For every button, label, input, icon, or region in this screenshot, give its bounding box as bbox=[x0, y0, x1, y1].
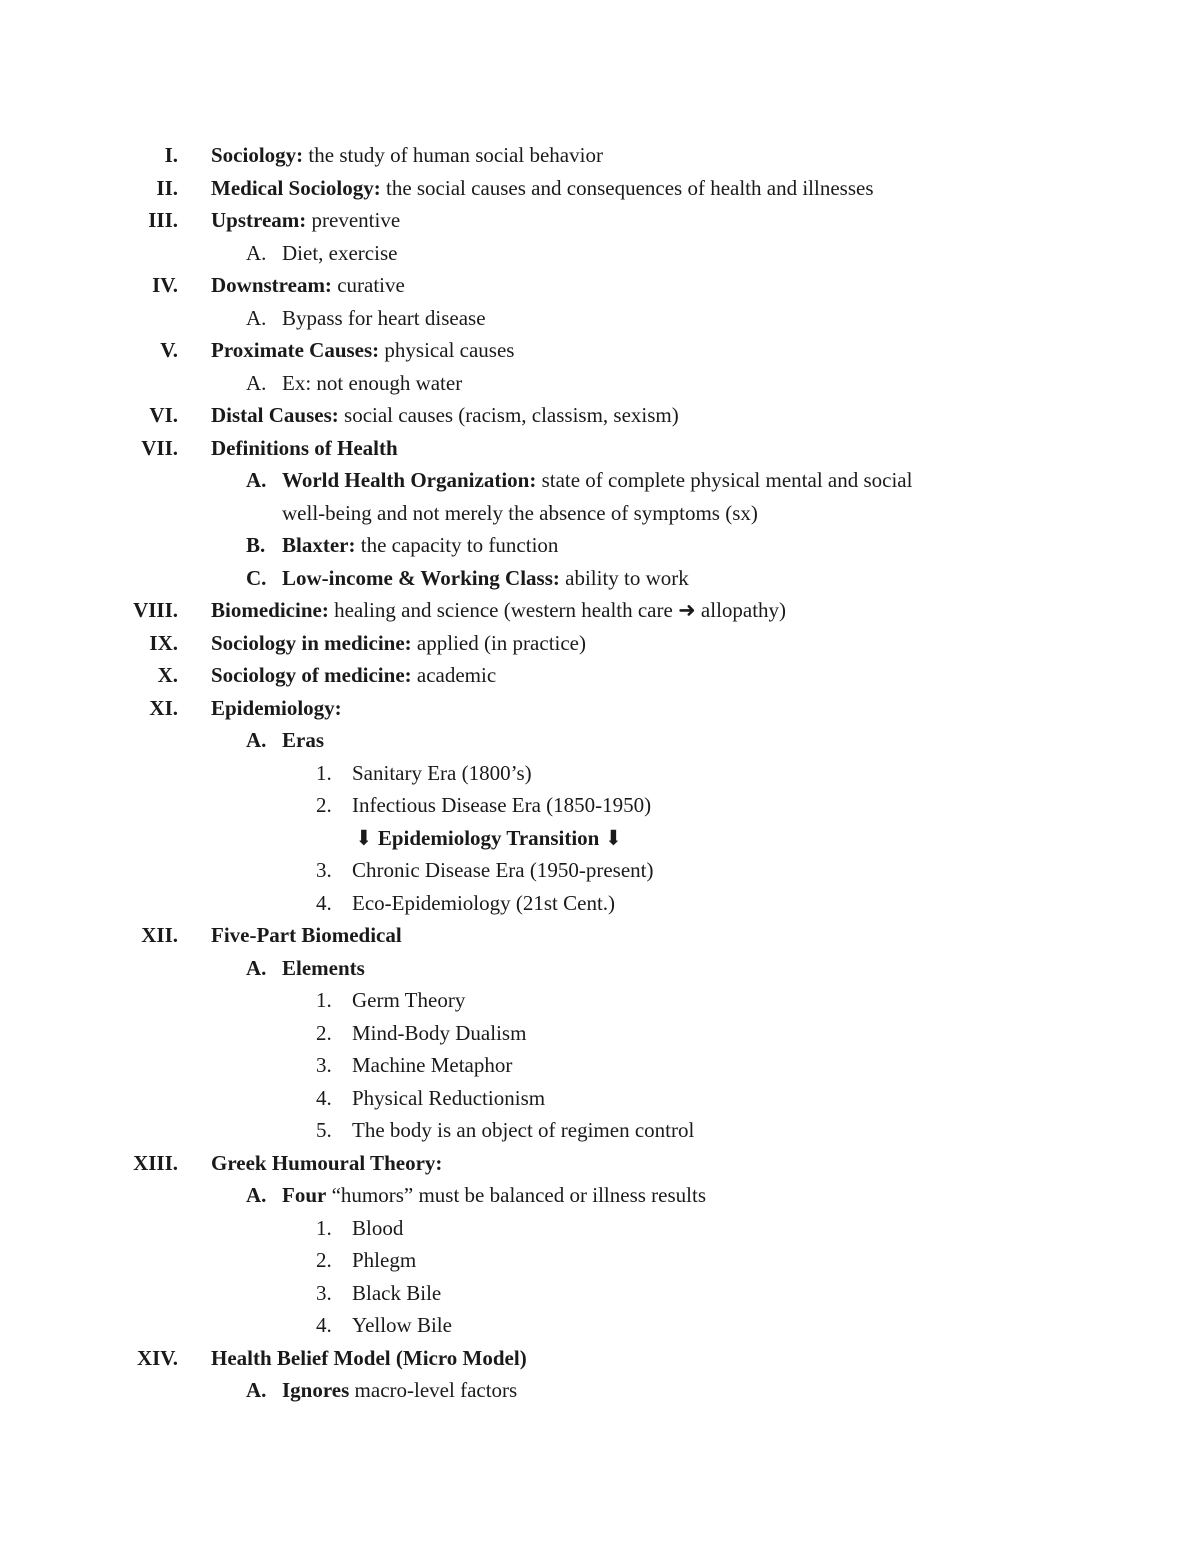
sub-item bbox=[0, 1374, 1200, 1407]
sub-item bbox=[0, 562, 1200, 595]
outline-item bbox=[0, 659, 1200, 692]
sub-item-content: Bypass for heart disease bbox=[282, 305, 486, 330]
sub-letter: A. bbox=[246, 1183, 267, 1207]
outline-item bbox=[0, 692, 1200, 725]
numbered-item-text: Physical Reductionism bbox=[352, 1085, 546, 1110]
item-text bbox=[211, 627, 586, 660]
item-term: Proximate Causes: bbox=[211, 338, 380, 362]
sub-item bbox=[0, 237, 1200, 270]
item-definition: social causes (racism, classism, sexism) bbox=[338, 403, 679, 427]
sub-item-text bbox=[282, 529, 558, 562]
item-term: Greek Humoural Theory: bbox=[211, 1150, 443, 1175]
continuation-text: well-being and not merely the absence of symptoms (sx) bbox=[282, 500, 758, 525]
item-definition: healing and science (western health care ➜ allopathy) bbox=[328, 598, 787, 622]
outline-item bbox=[0, 399, 1200, 432]
item-number: 1. bbox=[316, 1215, 332, 1240]
item-definition: applied (in practice) bbox=[411, 630, 586, 655]
sub-letter: A. bbox=[246, 728, 267, 752]
sub-letter: A. bbox=[246, 370, 267, 395]
numbered-item-text: The body is an object of regimen control bbox=[352, 1118, 695, 1142]
sub-item-text bbox=[282, 562, 689, 595]
item-text bbox=[211, 204, 400, 237]
outline-item bbox=[0, 1342, 1200, 1375]
item-definition: the social causes and consequences of health and illnesses bbox=[380, 175, 874, 200]
item-number: 2. bbox=[316, 1248, 332, 1272]
numbered-item bbox=[0, 1082, 1200, 1115]
roman-numeral: XIV. bbox=[136, 1345, 178, 1370]
numbered-item bbox=[0, 1212, 1200, 1245]
sub-letter: A. bbox=[246, 955, 267, 980]
item-text bbox=[211, 432, 398, 465]
item-definition: curative bbox=[331, 273, 405, 297]
sub-item-term: Four bbox=[282, 1183, 327, 1207]
sub-item-definition: macro-level factors bbox=[349, 1378, 518, 1402]
item-text bbox=[211, 334, 514, 367]
item-number: 4. bbox=[316, 1313, 332, 1337]
outline-item bbox=[0, 334, 1200, 367]
item-term: Medical Sociology: bbox=[211, 175, 381, 200]
transition-note bbox=[0, 822, 1200, 855]
item-text bbox=[211, 1342, 527, 1375]
transition-text: ⬇ Epidemiology Transition ⬇ bbox=[355, 825, 623, 850]
numbered-item bbox=[0, 1114, 1200, 1147]
sub-item-definition: “humors” must be balanced or illness results bbox=[326, 1183, 706, 1207]
sub-item-text bbox=[282, 1179, 706, 1212]
item-term: Sociology: bbox=[211, 143, 304, 167]
sub-item bbox=[0, 952, 1200, 985]
item-term: Distal Causes: bbox=[211, 403, 339, 427]
numbered-item bbox=[0, 1309, 1200, 1342]
sub-item-text bbox=[282, 724, 324, 757]
item-text bbox=[211, 269, 405, 302]
item-term: Biomedicine: bbox=[211, 598, 329, 622]
roman-numeral: IX. bbox=[149, 630, 178, 655]
item-text bbox=[211, 594, 786, 627]
numbered-item bbox=[0, 1244, 1200, 1277]
sub-item-term: Low-income & Working Class: bbox=[282, 565, 560, 590]
numbered-item-text: Chronic Disease Era (1950-present) bbox=[352, 858, 654, 882]
sub-item-text bbox=[282, 237, 397, 270]
numbered-item bbox=[0, 757, 1200, 790]
outline-document bbox=[0, 139, 1200, 1407]
sub-letter: A. bbox=[246, 1378, 267, 1402]
sub-item bbox=[0, 302, 1200, 335]
sub-item-text bbox=[282, 302, 486, 335]
numbered-item-text: Eco-Epidemiology (21st Cent.) bbox=[352, 890, 616, 915]
item-number: 3. bbox=[316, 1280, 332, 1305]
item-text bbox=[211, 692, 342, 725]
numbered-item bbox=[0, 789, 1200, 822]
sub-letter: B. bbox=[246, 533, 266, 557]
item-number: 2. bbox=[316, 1020, 332, 1045]
outline-item bbox=[0, 627, 1200, 660]
item-number: 1. bbox=[316, 760, 332, 785]
numbered-item-text: Black Bile bbox=[352, 1280, 442, 1305]
sub-item-text bbox=[282, 952, 365, 985]
roman-numeral: VI. bbox=[149, 403, 178, 427]
item-term: Sociology in medicine: bbox=[211, 630, 412, 655]
item-text bbox=[211, 139, 603, 172]
item-number: 1. bbox=[316, 988, 332, 1012]
item-term: Upstream: bbox=[211, 208, 307, 232]
sub-letter: A. bbox=[246, 305, 267, 330]
item-number: 4. bbox=[316, 1085, 332, 1110]
item-term: Five-Part Biomedical bbox=[211, 923, 402, 947]
sub-letter: C. bbox=[246, 565, 267, 590]
sub-letter: A. bbox=[246, 240, 267, 265]
outline-item bbox=[0, 204, 1200, 237]
outline-item bbox=[0, 919, 1200, 952]
outline-item bbox=[0, 1147, 1200, 1180]
roman-numeral: VII. bbox=[141, 435, 178, 460]
sub-item-term: Elements bbox=[282, 955, 365, 980]
sub-item-text bbox=[282, 367, 462, 400]
item-text bbox=[211, 172, 874, 205]
item-term: Sociology of medicine: bbox=[211, 663, 412, 687]
roman-numeral: XI. bbox=[149, 695, 178, 720]
item-text bbox=[211, 1147, 442, 1180]
sub-item bbox=[0, 367, 1200, 400]
numbered-item-text: Germ Theory bbox=[352, 988, 466, 1012]
numbered-item-text: Phlegm bbox=[352, 1248, 417, 1272]
item-number: 4. bbox=[316, 890, 332, 915]
item-number: 3. bbox=[316, 858, 332, 882]
sub-item-term: Blaxter: bbox=[282, 533, 356, 557]
item-term: Definitions of Health bbox=[211, 435, 398, 460]
numbered-item-text: Yellow Bile bbox=[352, 1313, 452, 1337]
outline-item bbox=[0, 432, 1200, 465]
item-number: 5. bbox=[316, 1118, 332, 1142]
sub-item bbox=[0, 529, 1200, 562]
numbered-item-text: Machine Metaphor bbox=[352, 1053, 513, 1077]
roman-numeral: IV. bbox=[152, 273, 178, 297]
sub-item-term: Eras bbox=[282, 728, 324, 752]
roman-numeral: VIII. bbox=[133, 598, 178, 622]
sub-item bbox=[0, 1179, 1200, 1212]
item-number: 3. bbox=[316, 1053, 332, 1077]
numbered-item-text: Sanitary Era (1800’s) bbox=[352, 760, 532, 785]
sub-item-term: World Health Organization: bbox=[282, 468, 537, 492]
numbered-item bbox=[0, 1049, 1200, 1082]
item-term: Epidemiology: bbox=[211, 695, 342, 720]
sub-item bbox=[0, 464, 1200, 497]
sub-item-definition: ability to work bbox=[559, 565, 689, 590]
roman-numeral: XII. bbox=[141, 923, 178, 947]
numbered-item-text: Mind-Body Dualism bbox=[352, 1020, 527, 1045]
roman-numeral: XIII. bbox=[133, 1150, 178, 1175]
item-number: 2. bbox=[316, 793, 332, 817]
item-definition: preventive bbox=[306, 208, 401, 232]
item-text bbox=[211, 659, 496, 692]
item-text bbox=[211, 919, 402, 952]
numbered-item bbox=[0, 1017, 1200, 1050]
item-definition: the study of human social behavior bbox=[303, 143, 603, 167]
roman-numeral: I. bbox=[164, 143, 178, 167]
roman-numeral: II. bbox=[156, 175, 178, 200]
sub-item-text bbox=[282, 464, 912, 497]
roman-numeral: X. bbox=[157, 663, 178, 687]
sub-item-definition: the capacity to function bbox=[355, 533, 559, 557]
roman-numeral: III. bbox=[148, 208, 178, 232]
numbered-item-text: Infectious Disease Era (1850-1950) bbox=[352, 793, 652, 817]
item-text bbox=[211, 399, 679, 432]
sub-item bbox=[0, 724, 1200, 757]
outline-item bbox=[0, 172, 1200, 205]
outline-item bbox=[0, 139, 1200, 172]
item-definition: physical causes bbox=[379, 338, 515, 362]
sub-item-content: Diet, exercise bbox=[282, 240, 398, 265]
continuation-line bbox=[0, 497, 1200, 530]
outline-item bbox=[0, 269, 1200, 302]
numbered-item bbox=[0, 984, 1200, 1017]
numbered-item-text: Blood bbox=[352, 1215, 404, 1240]
numbered-item bbox=[0, 1277, 1200, 1310]
roman-numeral: V. bbox=[160, 338, 178, 362]
item-term: Health Belief Model (Micro Model) bbox=[211, 1345, 527, 1370]
item-term: Downstream: bbox=[211, 273, 332, 297]
numbered-item bbox=[0, 887, 1200, 920]
sub-item-content: Ex: not enough water bbox=[282, 370, 463, 395]
item-definition: academic bbox=[411, 663, 497, 687]
sub-item-definition: state of complete physical mental and social bbox=[536, 468, 913, 492]
sub-item-text bbox=[282, 1374, 517, 1407]
sub-item-term: Ignores bbox=[282, 1378, 350, 1402]
outline-item bbox=[0, 594, 1200, 627]
sub-letter: A. bbox=[246, 468, 267, 492]
numbered-item bbox=[0, 854, 1200, 887]
